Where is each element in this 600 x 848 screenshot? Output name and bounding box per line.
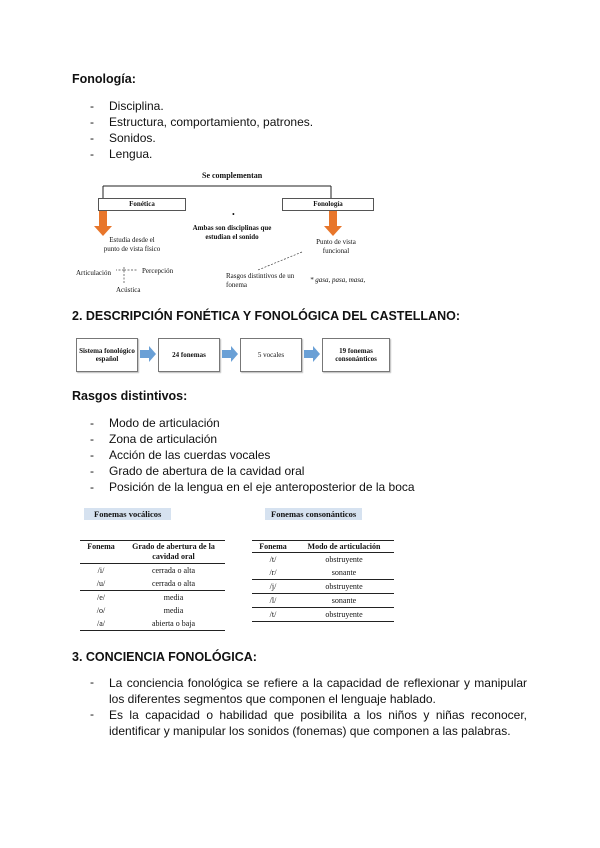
list-item-text: Acción de las cuerdas vocales <box>109 448 271 462</box>
list-item-text: Disciplina. <box>109 99 164 113</box>
list-item-text: Posición de la lengua en el eje anteroposterior de la boca <box>109 480 415 494</box>
rasgos-heading: Rasgos distintivos: <box>72 389 188 403</box>
table-cell: media <box>163 606 184 615</box>
table-cell: /j/ <box>269 582 277 591</box>
list-item-text: Grado de abertura de la cavidad oral <box>109 464 305 478</box>
diagram-top-label: Se complementan <box>202 171 263 180</box>
list-item-text: Lengua. <box>109 147 153 161</box>
table-cell: /t/ <box>269 610 277 619</box>
section2-heading: 2. DESCRIPCIÓN FONÉTICA Y FONOLÓGICA DEL CASTELLANO: <box>72 309 460 323</box>
vocalic-table-title: Fonemas vocálicos <box>84 508 171 520</box>
table-cell: cerrada o alta <box>151 579 196 588</box>
bullet-dash: - <box>90 675 94 689</box>
consonant-table <box>252 540 394 622</box>
bullet-dash: - <box>90 147 94 161</box>
vocalic-table <box>80 540 225 631</box>
fonemas-flow-diagram <box>72 334 402 376</box>
bullet-dash: - <box>90 464 94 478</box>
list-item-text: Estructura, comportamiento, patrones. <box>109 115 314 129</box>
bullet-dash: - <box>90 432 94 446</box>
fonologia-sub: Punto de vista funcional <box>316 238 356 255</box>
table-cell: /e/ <box>97 593 105 602</box>
table-row <box>80 591 225 605</box>
flow-box: 5 vocales <box>240 338 302 372</box>
bullet-dash: - <box>90 115 94 129</box>
table-cell: /a/ <box>97 619 105 628</box>
table-cell: media <box>163 593 184 602</box>
center-text: Ambas son disciplinas que estudian el sonido <box>192 224 272 241</box>
table-cell: cerrada o alta <box>151 566 196 575</box>
table-header: Modo de articulación <box>307 542 381 551</box>
table-row <box>252 580 394 594</box>
bullet-dash: - <box>90 131 94 145</box>
table-header: Fonema <box>87 542 115 551</box>
rasgos-label: Rasgos distintivos de un fonema <box>226 272 295 289</box>
paragraph-item: Es la capacidad o habilidad que posibilita a los niños y niñas reconocer, identificar y manipular los sonidos (fonemas) que componen a las palabras. <box>109 708 527 738</box>
table-cell: /t/ <box>269 555 277 564</box>
table-cell: obstruyente <box>325 555 363 564</box>
fonetica-sub: Estudia desde el punto de vista físico <box>103 236 161 253</box>
table-cell: /o/ <box>96 606 106 615</box>
table-cell: abierta o baja <box>151 619 196 628</box>
bullet-dash: - <box>90 448 94 462</box>
table-header: Fonema <box>259 542 287 551</box>
arrow-right-icon <box>140 346 156 362</box>
fonologia-box: Fonología <box>282 198 374 211</box>
table-header: Grado de abertura de la cavidad oral <box>132 542 215 561</box>
table-row <box>252 566 394 580</box>
examples-label: * gasa, pasa, masa, <box>310 276 366 284</box>
table-row <box>252 608 394 622</box>
flow-box: 24 fonemas <box>158 338 220 372</box>
table-row <box>252 553 394 567</box>
percepcion-label: Percepción <box>142 267 174 275</box>
list-item-text: Zona de articulación <box>109 432 218 446</box>
table-row <box>80 604 225 617</box>
table-cell: /u/ <box>96 579 106 588</box>
table-cell: obstruyente <box>325 582 363 591</box>
table-row <box>80 564 225 578</box>
table-cell: /i/ <box>97 566 105 575</box>
table-row <box>80 617 225 631</box>
paragraph-item: La conciencia fonológica se refiere a la capacidad de reflexionar y manipular los diferentes segmentos que componen el lenguaje hablado. <box>109 676 527 706</box>
fonetica-box: Fonética <box>98 198 186 211</box>
table-cell: sonante <box>331 568 357 577</box>
table-cell: /r/ <box>269 568 277 577</box>
table-cell: obstruyente <box>325 610 363 619</box>
bullet-dash: - <box>90 707 94 721</box>
consonant-table-title: Fonemas consonánticos <box>265 508 362 520</box>
table-cell: /l/ <box>269 596 277 605</box>
flow-box: Sistema fonológico español <box>76 338 138 372</box>
table-cell: sonante <box>331 596 357 605</box>
arrow-right-icon <box>222 346 238 362</box>
arrow-right-icon <box>304 346 320 362</box>
list-item-text: Sonidos. <box>109 131 156 145</box>
table-row <box>80 577 225 591</box>
center-dot: • <box>232 210 235 219</box>
flow-box: 19 fonemas consonánticos <box>322 338 390 372</box>
bullet-dash: - <box>90 416 94 430</box>
list-item-text: Modo de articulación <box>109 416 220 430</box>
section3-heading: 3. CONCIENCIA FONOLÓGICA: <box>72 650 257 664</box>
fonologia-heading: Fonología: <box>72 72 136 86</box>
articulacion-label: Articulación <box>76 269 111 277</box>
bullet-dash: - <box>90 480 94 494</box>
table-row <box>252 594 394 608</box>
bullet-dash: - <box>90 99 94 113</box>
acustica-label: Acústica <box>116 286 141 294</box>
fonetica-fonologia-diagram <box>72 166 392 298</box>
